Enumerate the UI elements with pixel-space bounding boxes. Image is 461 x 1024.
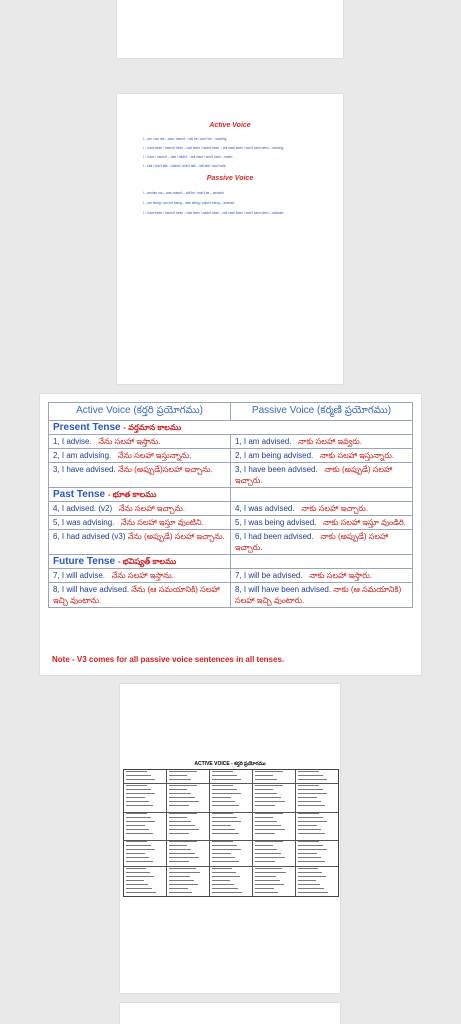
text-line: [255, 821, 277, 822]
text-line: [298, 857, 321, 858]
text-line: [255, 872, 286, 873]
text-line: [298, 779, 327, 780]
text-line: [298, 845, 323, 846]
text-line: [212, 868, 232, 869]
text-line: [169, 797, 195, 798]
active-line-4: I – talk / don't talk – talked / didn't talk – will talk / won't talk: [143, 164, 226, 168]
page4-title: ACTIVE VOICE - కర్తరి ప్రయోగము: [194, 761, 266, 767]
voice-table: [48, 402, 413, 608]
text-line: [212, 797, 231, 798]
table-cell: 5, I was being advised. నాకు సలహా ఇస్తూ వుండిరి.: [231, 516, 413, 530]
text-line: [169, 880, 194, 881]
table-cell: 8, I will have been advised. నాకు (ఆ సమయానికి) సలహా ఇచ్చి వుంటారు.: [231, 583, 413, 608]
text-line: [255, 880, 280, 881]
text-line: [212, 785, 233, 786]
text-line: [255, 797, 281, 798]
text-line: [255, 829, 285, 830]
text-line: [169, 888, 188, 889]
text-line: [169, 801, 199, 802]
text-line: [212, 849, 241, 850]
text-line: [126, 849, 155, 850]
text-line: [169, 785, 197, 786]
text-line: [126, 853, 145, 854]
text-line: [169, 872, 200, 873]
section-past: Past Tense - భూత కాలము: [49, 488, 231, 502]
text-line: [255, 805, 275, 806]
text-line: [169, 892, 192, 893]
text-line: [255, 789, 273, 790]
text-line: [212, 833, 239, 834]
text-line: [126, 813, 147, 814]
text-line: [212, 829, 235, 830]
text-line: [298, 853, 317, 854]
text-line: [212, 880, 230, 881]
text-line: [298, 813, 319, 814]
text-line: [212, 817, 237, 818]
active-line-2: I – have been / haven't been – had been / hadn't been – will have been / won't have been – working: [143, 146, 284, 150]
text-line: [212, 861, 239, 862]
text-line: [126, 775, 151, 776]
passive-line-2: I – am being / am not being – was being / wasn't being – advised: [143, 201, 235, 205]
text-line: [298, 876, 326, 877]
text-line: [298, 829, 321, 830]
text-line: [298, 805, 325, 806]
text-line: [298, 789, 323, 790]
text-line: [126, 888, 152, 889]
text-line: [126, 861, 153, 862]
text-line: [169, 829, 199, 830]
text-line: [255, 868, 282, 869]
text-line: [212, 853, 231, 854]
table-cell: 7, I will be advised. నాకు సలహా ఇస్తారు.: [231, 569, 413, 583]
table-cell: [231, 488, 413, 502]
text-line: [212, 876, 240, 877]
text-line: [255, 857, 285, 858]
text-line: [126, 771, 147, 772]
text-line: [126, 857, 149, 858]
text-line: [255, 825, 281, 826]
text-line: [298, 841, 319, 842]
text-line: [212, 775, 237, 776]
text-line: [126, 868, 146, 869]
text-line: [169, 868, 196, 869]
active-line-3: I – have / haven't – had / hadn't – will have / won't have – eaten: [143, 155, 233, 159]
text-line: [126, 821, 155, 822]
table-cell: 1, I advise. నేను సలహా ఇస్తాను.: [49, 435, 231, 449]
text-line: [169, 845, 187, 846]
table-cell: 4, I was advised. నాకు సలహా ఇచ్చారు.: [231, 502, 413, 516]
table-cell: 6, I had been advised. నాకు (అప్పుడే) సలహా ఇచ్చారు.: [231, 530, 413, 555]
text-line: [169, 805, 189, 806]
active-line-1: I – am / am not – was / wasn't – will be / won't be – working: [143, 137, 227, 141]
text-line: [255, 817, 273, 818]
text-line: [298, 892, 328, 893]
passive-voice-title: Passive Voice: [206, 175, 254, 182]
passive-line-1: I – am/am not – was /wasn't – will be / won't be – advised: [143, 191, 224, 195]
passive-line-3: I – have been / haven't been – had been / hadn't been – will have been / won't have been – advised: [143, 211, 284, 215]
text-line: [212, 825, 231, 826]
text-line: [169, 861, 189, 862]
text-line: [298, 825, 317, 826]
text-line: [169, 775, 187, 776]
text-line: [298, 868, 318, 869]
text-line: [298, 872, 322, 873]
text-line: [126, 876, 154, 877]
text-line: [298, 793, 327, 794]
text-line: [212, 821, 241, 822]
text-line: [126, 845, 151, 846]
text-line: [169, 825, 195, 826]
text-line: [255, 771, 283, 772]
text-line: [298, 801, 321, 802]
header-passive: Passive Voice (కర్మణి ప్రయోగము): [231, 403, 413, 421]
text-line: [255, 884, 284, 885]
text-line: [126, 779, 155, 780]
text-line: [212, 771, 233, 772]
text-line: [255, 888, 274, 889]
text-line: [126, 793, 155, 794]
text-line: [255, 892, 278, 893]
text-line: [255, 779, 277, 780]
text-line: [126, 880, 144, 881]
text-line: [298, 849, 327, 850]
text-line: [126, 805, 153, 806]
text-line: [255, 849, 277, 850]
text-line: [298, 821, 327, 822]
text-line: [298, 861, 325, 862]
text-line: [126, 789, 151, 790]
text-line: [212, 884, 234, 885]
text-line: [169, 779, 191, 780]
text-line: [298, 880, 316, 881]
text-line: [169, 849, 191, 850]
text-line: [212, 892, 242, 893]
text-line: [212, 789, 237, 790]
text-line: [126, 825, 145, 826]
text-line: [126, 872, 150, 873]
text-line: [212, 845, 237, 846]
header-active: Active Voice (కర్తరి ప్రయోగము): [49, 403, 231, 421]
text-line: [126, 801, 149, 802]
text-line: [255, 833, 275, 834]
text-line: [126, 884, 148, 885]
text-line: [212, 805, 239, 806]
text-line: [298, 884, 320, 885]
text-line: [169, 884, 198, 885]
text-line: [255, 876, 276, 877]
text-line: [169, 789, 187, 790]
text-line: [126, 892, 156, 893]
text-line: [169, 771, 197, 772]
table-cell: 4, I advised. (v2) నేను సలహా ఇచ్చాను.: [49, 502, 231, 516]
table-cell: 2, I am advising. నేను సలహా ఇస్తున్నాను.: [49, 449, 231, 463]
table-cell: 2, I am being advised. నాకు సలహా ఇస్తున్నారు.: [231, 449, 413, 463]
text-line: [255, 775, 273, 776]
text-line: [169, 876, 190, 877]
text-line: [169, 821, 191, 822]
table-cell: 8, I will have advised. నేను (ఆ సమయానికి) సలహా ఇచ్చి వుంటాను.: [49, 583, 231, 608]
section-present: Present Tense - వర్తమాన కాలము: [49, 421, 413, 435]
text-line: [298, 888, 324, 889]
section-future: Future Tense - భవిష్యత్ కాలము: [49, 555, 231, 569]
note-line: Note - V3 comes for all passive voice sentences in all tenses.: [52, 655, 285, 664]
text-line: [298, 833, 325, 834]
text-line: [169, 841, 197, 842]
text-line: [255, 861, 275, 862]
text-line: [298, 775, 323, 776]
table-cell: 3, I have advised. నేను (అప్పుడే)సలహా ఇచ్చాను.: [49, 463, 231, 488]
document-page-5: [120, 1003, 340, 1024]
table-cell: 1, I am advised. నాకు సలహా ఇవ్వరు.: [231, 435, 413, 449]
active-voice-title: Active Voice: [209, 122, 251, 129]
text-line: [126, 833, 153, 834]
text-line: [169, 813, 197, 814]
text-line: [169, 817, 187, 818]
text-line: [212, 793, 241, 794]
document-page-2: [117, 94, 343, 384]
text-line: [255, 801, 285, 802]
text-line: [212, 857, 235, 858]
voice-table-page: [40, 394, 421, 675]
document-page-4: [120, 684, 340, 993]
text-line: [298, 771, 319, 772]
text-line: [126, 797, 145, 798]
text-line: [255, 813, 283, 814]
text-line: [298, 817, 323, 818]
text-line: [212, 888, 238, 889]
text-line: [298, 785, 319, 786]
text-line: [255, 853, 281, 854]
text-line: [212, 801, 235, 802]
table-cell: 3, I have been advised. నాకు (అప్పుడే) సలహా ఇచ్చారు.: [231, 463, 413, 488]
text-line: [255, 793, 277, 794]
text-line: [255, 785, 283, 786]
text-line: [126, 841, 147, 842]
text-line: [169, 853, 195, 854]
table-cell: 7, I will advise. నేను సలహా ఇస్తాను.: [49, 569, 231, 583]
table-cell: [231, 555, 413, 569]
text-line: [169, 857, 199, 858]
text-line: [126, 829, 149, 830]
table-cell: 5, I was advising. నేను సలహా ఇస్తూ వుంటిని.: [49, 516, 231, 530]
text-line: [212, 779, 241, 780]
text-line: [298, 797, 317, 798]
text-line: [212, 872, 236, 873]
table-cell: 6, I had advised (v3) నేను (అప్పుడే) సలహా ఇచ్చాను.: [49, 530, 231, 555]
document-page-1: [117, 0, 343, 58]
text-line: [126, 785, 147, 786]
text-line: [255, 841, 283, 842]
text-line: [212, 841, 233, 842]
text-line: [255, 845, 273, 846]
text-line: [169, 833, 189, 834]
text-line: [169, 793, 191, 794]
text-line: [126, 817, 151, 818]
text-line: [212, 813, 233, 814]
